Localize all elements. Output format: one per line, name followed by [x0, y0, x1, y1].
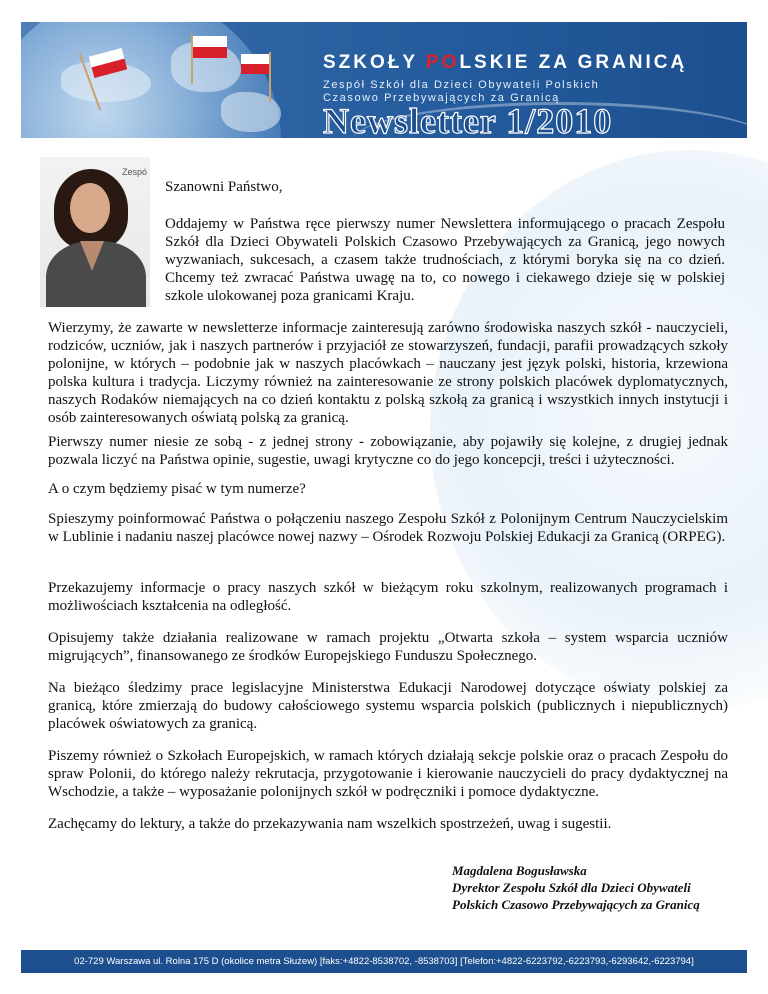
signature	[452, 862, 742, 913]
polish-flag-icon	[193, 36, 227, 58]
signature-name: Magdalena Bogusławska	[452, 863, 587, 878]
paragraph: Zachęcamy do lektury, a także do przekazywania nam wszelkich spostrzeżeń, uwag i sugestii.	[48, 816, 612, 832]
greeting: Szanowni Państwo,	[165, 179, 283, 195]
paragraph: Opisujemy także działania realizowane w ramach projektu „Otwarta szkoła – system wsparcia uczniów migrujących”, finansowanego ze środków Europejskiego Funduszu Społecznego.	[48, 630, 728, 664]
header-banner	[21, 22, 747, 138]
signature-title: Polskich Czasowo Przebywających za Granicą	[452, 897, 700, 912]
paragraph: Spieszymy poinformować Państwa o połączeniu naszego Zespołu Szkół z Polonijnym Centrum Nauczycielskim w Lublinie i nadaniu naszej placówce nowej nazwy – Ośrodek Rozwoju Polskiej Edukacji za Granicą (ORPEG).	[48, 511, 728, 545]
paragraph: Oddajemy w Państwa ręce pierwszy numer Newslettera informującego o pracach Zespołu Szkół dla Dzieci Obywateli Polskich Czasowo Przebywających za Granicą, jego nowych wyzwaniach, sukcesach, a czasem także trudnościach, z którymi boryka się na co dzień. Chcemy też zwracać Państwa uwagę na to, co nowego i ciekawego dzieje się w polskiej szkole ulokowanej poza granicami Kraju.	[165, 216, 725, 304]
director-photo	[40, 157, 150, 307]
continent-shape	[221, 92, 281, 132]
paragraph: Piszemy również o Szkołach Europejskich, w ramach których działają sekcje polskie oraz o pracach Zespołu do spraw Polonii, do którego należy rekrutacja, przygotowanie i kierowanie nauczycieli do pracy dydaktycznej na Wschodzie, a także – wyposażanie polonijnych szkół w podręczniki i pomoce dydaktyczne.	[48, 748, 728, 800]
paragraph: Wierzymy, że zawarte w newsletterze informacje zainteresują zarówno środowiska naszych szkół - nauczycieli, rodziców, uczniów, jak i naszych partnerów i przyjaciół ze stowarzyszeń, fundacji, parafii prowadzących szkoły polonijne, w których – podobnie jak w naszych placówkach – nauczany jest język polski, historia, krzewiona polska kultura i tradycja. Liczymy również na zainteresowanie ze strony polskich placówek dyplomatycznych, naszych Rodaków niemających na co dzień kontaktu z polską szkołą za granicą i wszystkich innych instytucji i osób zainteresowanych oświatą polską za granicą.	[48, 320, 728, 426]
newsletter-title: Newsletter 1/2010	[323, 101, 613, 138]
paragraph: Przekazujemy informacje o pracy naszych szkół w bieżącym roku szkolnym, realizowanych programach i możliwościach kształcenia na odległość.	[48, 580, 728, 614]
photo-caption-fragment: Zespó	[122, 167, 148, 177]
paragraph: Pierwszy numer niesie ze sobą - z jednej strony - zobowiązanie, aby pojawiły się kolejne, z drugiej jednak pozwala liczyć na Państwa opinie, sugestie, uwagi krytyczne co do jego koncepcji, treści i użyteczności.	[48, 434, 728, 468]
polish-flag-icon	[241, 54, 269, 74]
school-subtitle: Zespół Szkół dla Dzieci Obywateli Polskich Czasowo Przebywających za Granicą	[323, 79, 600, 104]
signature-title: Dyrektor Zespołu Szkół dla Dzieci Obywateli	[452, 880, 691, 895]
footer-contact: 02-729 Warszawa ul. Rolna 175 D (okolice metra Służew) [faks:+4822-8538702, -8538703] [Telefon:+4822-6223792,-6223793,-6293642,-6223794]	[21, 950, 747, 973]
flag-pole	[269, 52, 271, 102]
school-title: SZKOŁY POLSKIE ZA GRANICĄ	[323, 52, 688, 73]
paragraph: A o czym będziemy pisać w tym numerze?	[48, 481, 306, 497]
paragraph: Na bieżąco śledzimy prace legislacyjne Ministerstwa Edukacji Narodowej dotyczące oświaty polskiej za granicą, które zmierzają do budowy całościowego systemu wsparcia polskich (publicznych i niepublicznych) placówek oświatowych za granicą.	[48, 680, 728, 732]
